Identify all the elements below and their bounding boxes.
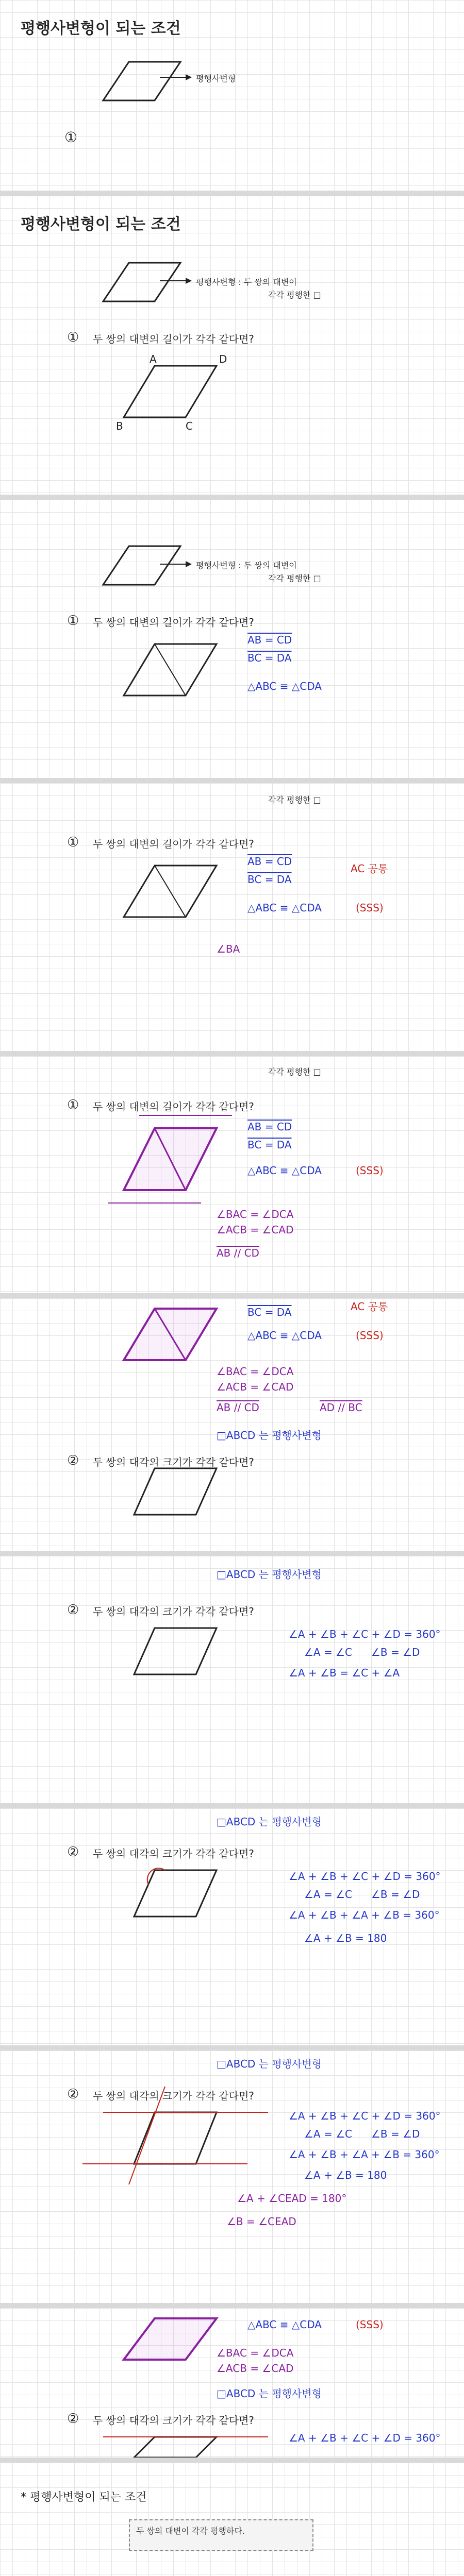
question-2: 두 쌍의 대각의 크기가 각각 같다면? [93, 1605, 254, 1618]
step-number: ② [67, 2087, 79, 2102]
angle-sum: ∠A + ∠B + ∠C + ∠D = 360° [289, 2432, 441, 2444]
frame-7 [0, 1556, 464, 1803]
common-side-note: AC 공통 [351, 1300, 388, 1313]
angle-sum: ∠A + ∠B + ∠C + ∠D = 360° [289, 2110, 441, 2122]
definition-note: 평행사변형 : 두 쌍의 대변이 [196, 561, 297, 570]
frame-5 [0, 1056, 464, 1293]
angle-equation: ∠A = ∠C [304, 1646, 352, 1658]
definition-note: 평행사변형 : 두 쌍의 대변이 [196, 277, 297, 287]
conclusion: □ABCD 는 평행사변형 [217, 1816, 322, 1828]
question-1: 두 쌍의 대변의 길이가 각각 같다면? [93, 838, 254, 850]
angle-equation: ∠BAC = ∠DCA [217, 1365, 294, 1378]
vertex-label: C [186, 420, 193, 432]
angle-equation: ∠B = ∠CEAD [227, 2215, 296, 2228]
step-number: ① [67, 613, 79, 629]
definition-note-line2: 각각 평행한 □ [268, 1067, 321, 1077]
equation-ab-cd: AB = CD [247, 1121, 292, 1133]
text-box[interactable] [129, 2519, 313, 2551]
angle-sum: ∠A + ∠B = 180 [304, 2169, 387, 2181]
equation-bc-da: BC = DA [247, 1139, 292, 1151]
frame-10 [0, 2308, 464, 2458]
angle-equation: ∠ACB = ∠CAD [217, 2362, 294, 2375]
angle-sum: ∠A + ∠B + ∠C + ∠D = 360° [289, 1870, 441, 1883]
parallelogram-drawing [0, 1556, 464, 1803]
separator [0, 191, 464, 196]
angle-sum: ∠A + ∠B + ∠A + ∠B = 360° [289, 2148, 440, 2161]
step-number: ① [67, 330, 79, 345]
frame-11 [0, 2463, 464, 2576]
triangle-congruence: △ABC ≡ △CDA [247, 680, 322, 692]
angle-equation: ∠BAC = ∠DCA [217, 1208, 294, 1221]
angle-sum: ∠A + ∠B = 180 [304, 1932, 387, 1944]
angle-equation: ∠A = ∠C [304, 1888, 352, 1901]
sss-note: (SSS) [356, 902, 384, 914]
step-number: ② [67, 1453, 79, 1468]
frame-3 [0, 500, 464, 778]
step-number: ② [67, 1844, 79, 1860]
parallel-note: AB // CD [217, 1247, 259, 1259]
triangle-congruence: △ABC ≡ △CDA [247, 1329, 322, 1342]
angle-sum: ∠A + ∠B = ∠C + ∠A [289, 1667, 400, 1679]
separator [0, 2458, 464, 2463]
question-1: 두 쌍의 대변의 길이가 각각 같다면? [93, 616, 254, 629]
equation-bc-da: BC = DA [247, 652, 292, 664]
page-title: 평행사변형이 되는 조건 [21, 20, 181, 38]
frame-4 [0, 783, 464, 1051]
angle-equation: ∠B = ∠D [371, 2128, 420, 2140]
sss-note: (SSS) [356, 1329, 384, 1342]
angle-equation: ∠ACB = ∠CAD [217, 1224, 294, 1236]
angle-equation: ∠B = ∠D [371, 1646, 420, 1658]
separator [0, 495, 464, 500]
equation-ab-cd: AB = CD [247, 855, 292, 868]
step-number: ① [67, 1097, 79, 1113]
question-1: 두 쌍의 대변의 길이가 각각 같다면? [93, 1100, 254, 1113]
text-box-content: 두 쌍의 대변이 각각 평행하다. [136, 2526, 245, 2536]
definition-note-line2: 각각 평행한 □ [268, 290, 321, 300]
vertex-label: A [150, 353, 157, 365]
question-1: 두 쌍의 대변의 길이가 각각 같다면? [93, 333, 254, 345]
question-2: 두 쌍의 대각의 크기가 각각 같다면? [93, 1456, 254, 1468]
triangle-congruence: △ABC ≡ △CDA [247, 1164, 322, 1177]
triangle-congruence: △ABC ≡ △CDA [247, 902, 322, 914]
separator [0, 2045, 464, 2050]
separator [0, 778, 464, 783]
sss-note: (SSS) [356, 2318, 384, 2331]
step-number: ① [67, 835, 79, 850]
conclusion: □ABCD 는 평행사변형 [217, 2058, 322, 2070]
step-number: ② [67, 1602, 79, 1618]
frame-1 [0, 0, 464, 191]
question-2: 두 쌍의 대각의 크기가 각각 같다면? [93, 1848, 254, 1860]
conclusion: □ABCD 는 평행사변형 [217, 1429, 322, 1442]
parallelogram-drawing [0, 1298, 464, 1551]
angle-equation: ∠A = ∠C [304, 2128, 352, 2140]
frame-8 [0, 1808, 464, 2045]
common-side-note: AC 공통 [351, 862, 388, 875]
angle-note: ∠BA [217, 943, 240, 955]
page-title: 평행사변형이 되는 조건 [21, 215, 181, 233]
vertex-label: B [116, 420, 123, 432]
equation-bc-da: BC = DA [247, 873, 292, 886]
separator [0, 1293, 464, 1298]
equation-bc-da: BC = DA [247, 1306, 292, 1318]
parallelogram-drawing [0, 0, 464, 191]
parallelogram-note: 평행사변형 [196, 74, 236, 83]
conclusion: □ABCD 는 평행사변형 [217, 1568, 322, 1581]
parallel-note: AD // BC [320, 1401, 362, 1414]
vertex-label: D [219, 353, 227, 365]
parallelogram-drawing [0, 500, 464, 778]
frame-9 [0, 2050, 464, 2303]
step-number: ② [67, 2411, 79, 2427]
angle-equation: ∠ACB = ∠CAD [217, 1381, 294, 1393]
angle-equation: ∠BAC = ∠DCA [217, 2347, 294, 2359]
parallelogram-drawing [0, 1808, 464, 2045]
definition-note-line2: 각각 평행한 □ [268, 573, 321, 583]
step-number: ① [64, 129, 78, 146]
frame-2 [0, 196, 464, 495]
separator [0, 1051, 464, 1056]
separator [0, 1551, 464, 1556]
parallel-note: AB // CD [217, 1401, 259, 1414]
conclusion: □ABCD 는 평행사변형 [217, 2387, 322, 2400]
question-2: 두 쌍의 대각의 크기가 각각 같다면? [93, 2414, 254, 2427]
question-2: 두 쌍의 대각의 크기가 각각 같다면? [93, 2090, 254, 2102]
sss-note: (SSS) [356, 1164, 384, 1177]
angle-sum: ∠A + ∠B + ∠C + ∠D = 360° [289, 1628, 441, 1640]
angle-equation: ∠B = ∠D [371, 1888, 420, 1901]
separator [0, 1803, 464, 1808]
triangle-congruence: △ABC ≡ △CDA [247, 2318, 322, 2331]
angle-sum: ∠A + ∠B + ∠A + ∠B = 360° [289, 1909, 440, 1921]
definition-note-line2: 각각 평행한 □ [268, 795, 321, 805]
parallelogram-drawing [0, 783, 464, 1051]
section-heading: * 평행사변형이 되는 조건 [21, 2491, 147, 2504]
angle-sum: ∠A + ∠CEAD = 180° [237, 2192, 347, 2205]
frame-6 [0, 1298, 464, 1551]
equation-ab-cd: AB = CD [247, 634, 292, 646]
separator [0, 2303, 464, 2308]
